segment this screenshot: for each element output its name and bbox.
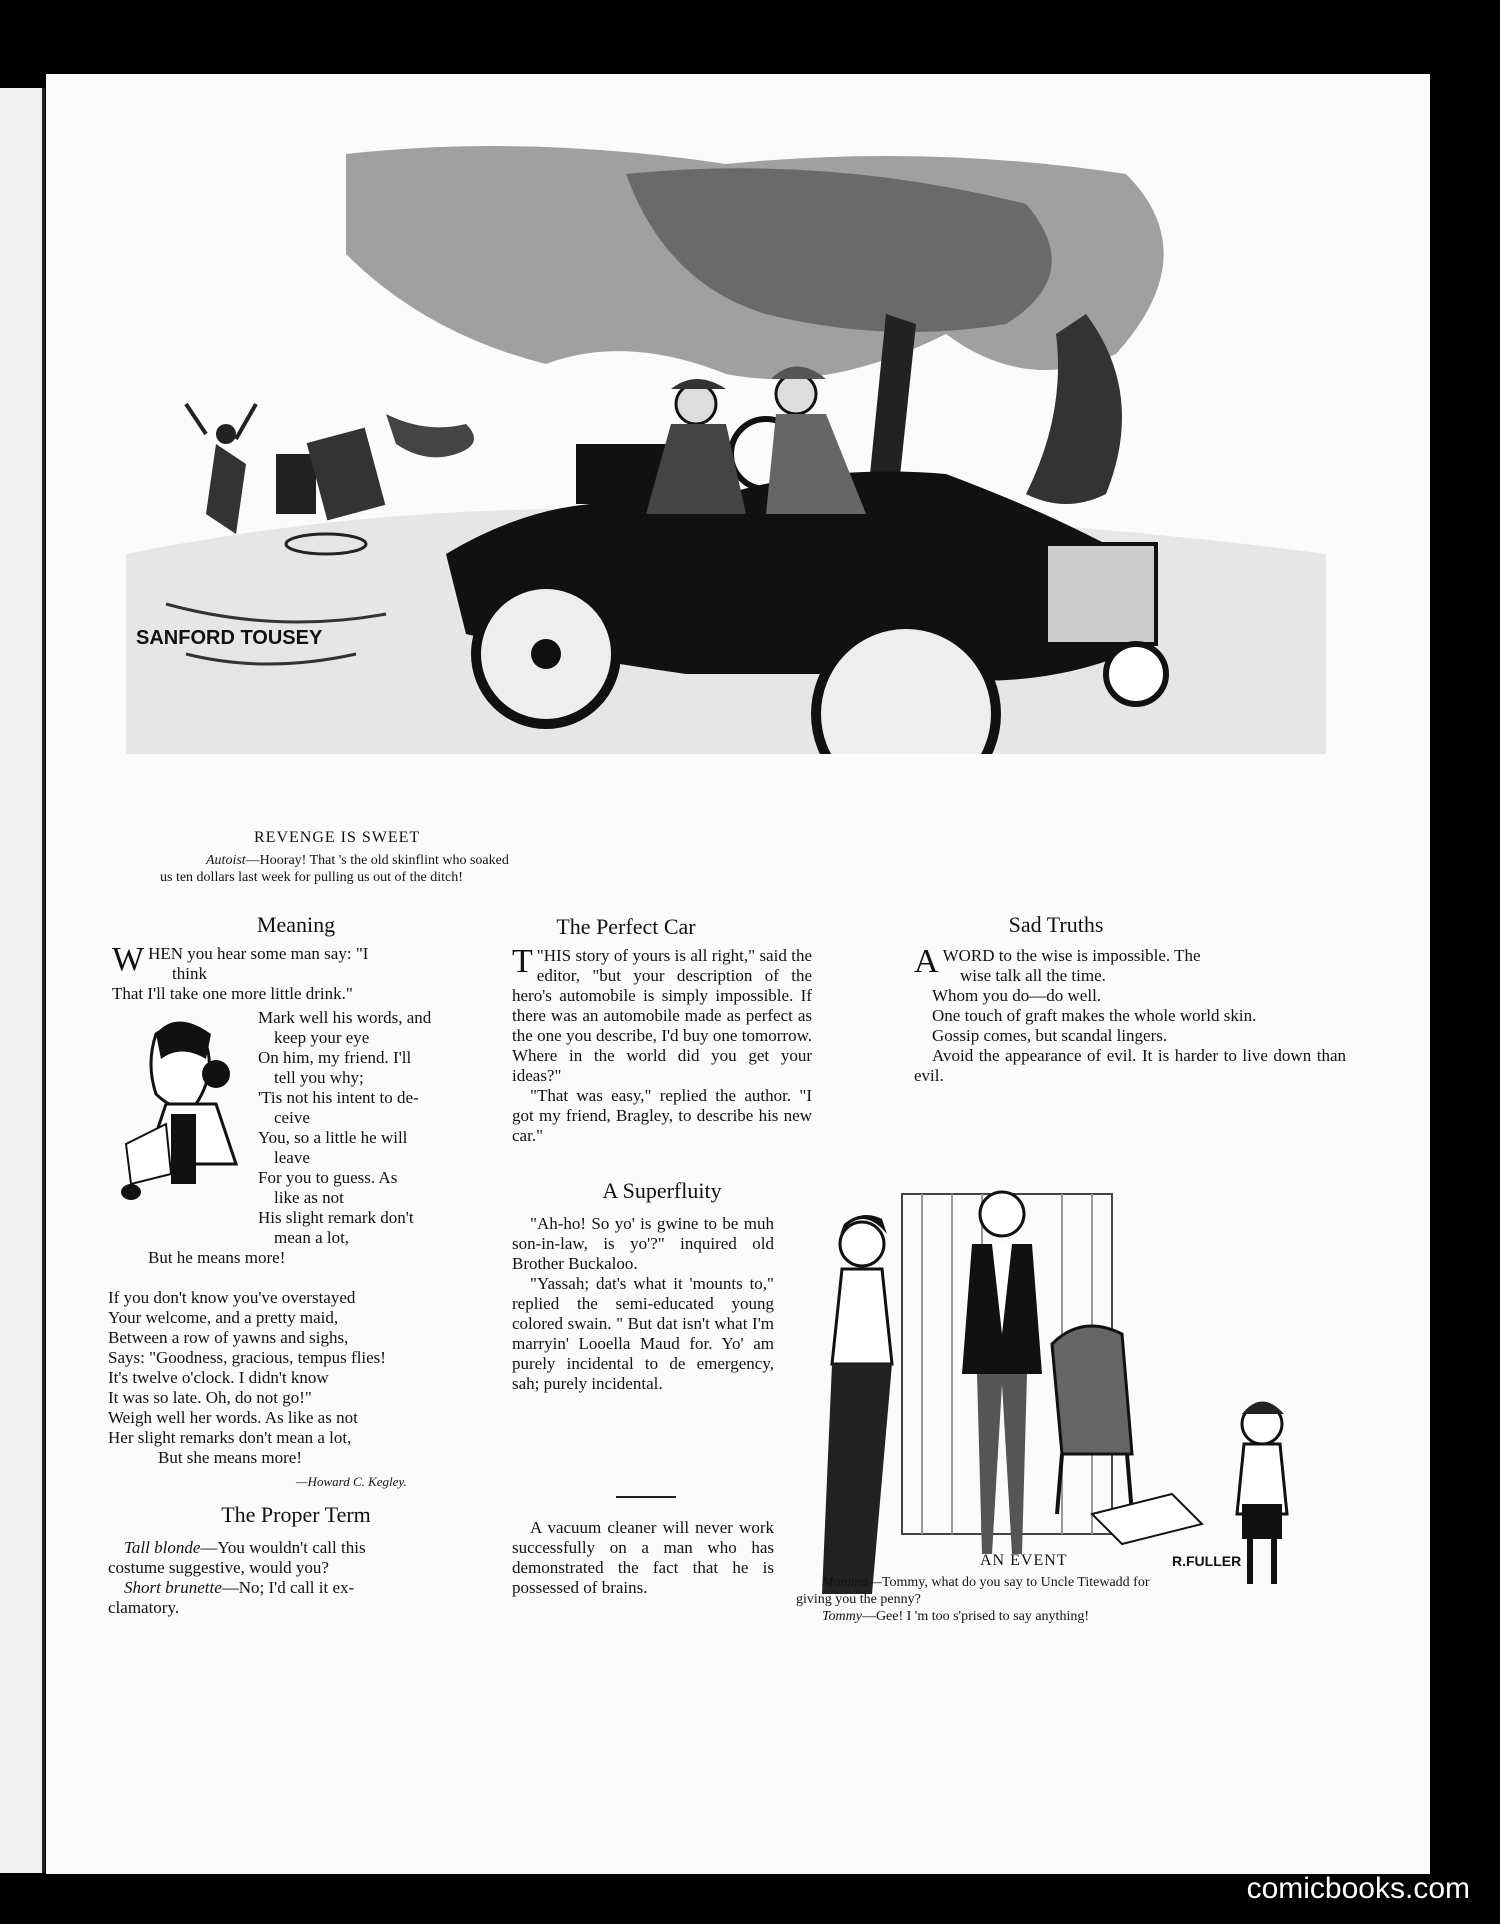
top-signature: SANFORD TOUSEY bbox=[136, 627, 323, 649]
meaning-line: like as not bbox=[274, 1188, 344, 1207]
meaning-line: Mark well his words, and bbox=[258, 1008, 432, 1027]
meaning-line: If you don't know you've overstayed bbox=[108, 1288, 356, 1307]
meaning-line: ceive bbox=[274, 1108, 310, 1127]
bottom-caption-line2: —Gee! I 'm too s'prised to say anything! bbox=[861, 1609, 1089, 1624]
meaning-line: His slight remark don't bbox=[258, 1208, 414, 1227]
jester-illustration bbox=[116, 1014, 266, 1204]
meaning-poem-indented bbox=[258, 1008, 458, 1248]
top-caption-title: REVENGE IS SWEET bbox=[254, 829, 421, 846]
meaning-line: think bbox=[172, 964, 207, 983]
proper-term-line2: —No; I'd call it ex- bbox=[221, 1578, 355, 1597]
meaning-line: It's twelve o'clock. I didn't know bbox=[108, 1368, 329, 1387]
meaning-line: Between a row of yawns and sighs, bbox=[108, 1328, 349, 1347]
meaning-line: That I'll take one more little drink." bbox=[112, 984, 353, 1003]
car-illustration bbox=[126, 134, 1326, 754]
top-caption-speaker: Autoist bbox=[206, 853, 246, 868]
perfect-car-text bbox=[512, 943, 812, 1146]
top-caption-line2: us ten dollars last week for pulling us out of the ditch! bbox=[160, 870, 463, 885]
meaning-line: mean a lot, bbox=[274, 1228, 350, 1247]
bottom-signature: R.FULLER bbox=[1172, 1553, 1242, 1569]
meaning-line: For you to guess. As bbox=[258, 1168, 398, 1187]
perfect-car-p2: "That was easy," replied the author. "I got my friend, Bragley, to describe his new car." bbox=[512, 1086, 812, 1145]
sad-truths-p4: Gossip comes, but scandal lingers. bbox=[932, 1026, 1168, 1045]
meaning-poem bbox=[112, 941, 452, 1004]
vacuum-p1: A vacuum cleaner will never work successfully on a man who has demonstrated the fact that he is possessed of brains. bbox=[512, 1518, 774, 1597]
sad-truths-heading: Sad Truths bbox=[1008, 912, 1104, 937]
meaning-line: Her slight remarks don't mean a lot, bbox=[108, 1428, 352, 1447]
meaning-line: leave bbox=[274, 1148, 310, 1167]
sad-truths-text bbox=[914, 943, 1346, 1086]
sad-truths-p3: One touch of graft makes the whole world skin. bbox=[932, 1006, 1257, 1025]
bottom-caption-speaker1: Mamma bbox=[822, 1575, 868, 1590]
superfluity-p1: "Ah-ho! So yo' is gwine to be muh son-in-law, is yo'?" inquired old Brother Buckaloo. bbox=[512, 1214, 774, 1273]
sad-truths-line: WORD to the wise is impossible. The bbox=[942, 946, 1201, 965]
proper-term-line2b: clamatory. bbox=[108, 1598, 180, 1617]
magazine-page bbox=[46, 74, 1430, 1874]
top-caption-line1: —Hooray! That 's the old skinflint who soaked bbox=[245, 853, 509, 868]
meaning-line: 'Tis not his intent to de- bbox=[258, 1088, 419, 1107]
meaning-line: On him, my friend. I'll bbox=[258, 1048, 412, 1067]
proper-term-line1: —You wouldn't call this bbox=[200, 1538, 366, 1557]
meaning-line: You, so a little he will bbox=[258, 1128, 408, 1147]
sad-truths-line: wise talk all the time. bbox=[960, 966, 1106, 985]
bottom-caption-line1: —Tommy, what do you say to Uncle Titewadd for bbox=[867, 1575, 1150, 1590]
meaning-line: But she means more! bbox=[158, 1448, 302, 1467]
meaning-line: Says: "Goodness, gracious, tempus flies! bbox=[108, 1348, 386, 1367]
meaning-dropcap: W bbox=[112, 941, 145, 978]
bottom-caption-speaker2: Tommy bbox=[822, 1609, 862, 1624]
bottom-caption-title: AN EVENT bbox=[980, 1552, 1068, 1569]
meaning-line: It was so late. Oh, do not go!" bbox=[108, 1388, 312, 1407]
meaning-line-c: But he means more! bbox=[148, 1248, 286, 1267]
perfect-car-dropcap: T bbox=[512, 943, 533, 980]
meaning-line: Your welcome, and a pretty maid, bbox=[108, 1308, 339, 1327]
perfect-car-heading: The Perfect Car bbox=[556, 914, 696, 939]
section-divider bbox=[616, 1496, 676, 1498]
vacuum-text bbox=[512, 1518, 774, 1598]
meaning-stanza2 bbox=[108, 1288, 458, 1468]
event-illustration bbox=[792, 1134, 1342, 1614]
perfect-car-p1: HIS story of yours is all right," said the editor, "but your description of the hero's automobile is simply impossible. If there was an automobile made as perfect as the one you describe, I'd buy one tomorrow. Where in the world did you get your ideas?" bbox=[512, 946, 812, 1085]
superfluity-p2: "Yassah; dat's what it 'mounts to," replied the semi-educated young colored swain. " But dat isn't what I'm marryin' Looella Maud for. Yo' am purely incidental to de emergency, sah; purely incidental. bbox=[512, 1274, 774, 1393]
superfluity-text bbox=[512, 1214, 774, 1394]
proper-term-speaker1: Tall blonde bbox=[124, 1538, 201, 1557]
superfluity-heading: A Superfluity bbox=[602, 1178, 722, 1203]
sad-truths-p5: Avoid the appearance of evil. It is harder to live down than evil. bbox=[914, 1046, 1346, 1085]
site-watermark: comicbooks.com bbox=[1246, 1872, 1470, 1905]
proper-term-heading: The Proper Term bbox=[221, 1502, 371, 1527]
top-caption-text bbox=[160, 852, 680, 886]
meaning-line: Weigh well her words. As like as not bbox=[108, 1408, 358, 1427]
sad-truths-dropcap: A bbox=[914, 943, 939, 980]
proper-term-speaker2: Short brunette bbox=[124, 1578, 222, 1597]
bottom-caption-text bbox=[796, 1574, 1336, 1625]
meaning-author: —Howard C. Kegley. bbox=[296, 1474, 407, 1489]
proper-term-text bbox=[108, 1538, 454, 1618]
proper-term-line1b: costume suggestive, would you? bbox=[108, 1558, 329, 1577]
left-page-edge bbox=[0, 88, 45, 1873]
meaning-line: keep your eye bbox=[274, 1028, 370, 1047]
meaning-line: tell you why; bbox=[274, 1068, 364, 1087]
perfect-car-open-quote: " bbox=[536, 946, 544, 965]
bottom-caption-line1b: giving you the penny? bbox=[796, 1592, 921, 1607]
sad-truths-p2: Whom you do—do well. bbox=[932, 986, 1102, 1005]
meaning-line: HEN you hear some man say: "I bbox=[148, 944, 369, 963]
meaning-heading: Meaning bbox=[256, 912, 336, 937]
